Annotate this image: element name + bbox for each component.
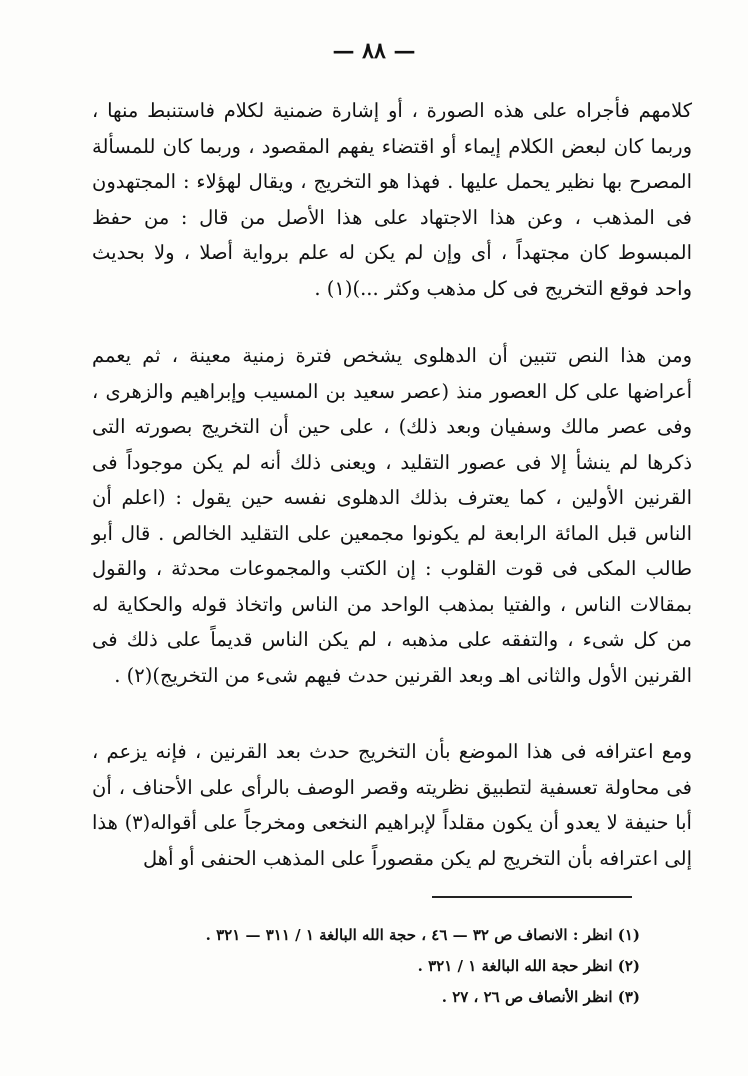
footnote-3: (٣) انظر الأنصاف ص ٢٦ ، ٢٧ . — [441, 988, 640, 1006]
footnotes — [100, 920, 640, 1013]
page-number: — ٨٨ — — [332, 38, 416, 64]
footnote-1: (١) انظر : الانصاف ص ٣٢ — ٤٦ ، حجة الله البالغة ١ / ٣١١ — ٣٢١ . — [205, 926, 640, 944]
paragraph-3: ومع اعترافه فى هذا الموضع بأن التخريج حدث بعد القرنين ، فإنه يزعم ، فى محاولة تعسفية لتطبيق نظريته وقصر الوصف بالرأى على الأحناف ، أن أبا حنيفة لا يعدو أن يكون مقلداً لإبراهيم النخعى ومخرجاً على أقواله(٣) هذا إلى اعترافه بأن التخريج لم يكن مقصوراً على المذهب الحنفى أو أهل — [92, 740, 692, 870]
footnote-divider — [432, 896, 632, 898]
paragraph-2: ومن هذا النص تتبين أن الدهلوى يشخص فترة زمنية معينة ، ثم يعمم أعراضها على كل العصور منذ (عصر سعيد بن المسيب وإبراهيم والزهرى ، وفى عصر مالك وسفيان وبعد ذلك) ، على حين أن التخريج بصورته التى ذكرها لم ينشأ إلا فى عصور التقليد ، ويعنى ذلك أنه لم يكن موجوداً فى القرنين الأولين ، كما يعترف بذلك الدهلوى نفسه حين يقول : (اعلم أن الناس قبل المائة الرابعة لم يكونوا مجمعين على التقليد الخالص . قال أبو طالب المكى فى قوت القلوب : إن الكتب والمجموعات محدثة ، والقول بمقالات الناس ، والفتيا بمذهب الواحد من الناس واتخاذ قوله والحكاية له من كل شىء ، والتفقه على مذهبه ، لم يكن الناس قديماً على ذلك فى القرنين الأول والثانى اهـ وبعد القرنين حدث فيهم شىء من التخريج)(٢) . — [92, 344, 692, 687]
footnote-2: (٢) انظر حجة الله البالغة ١ / ٣٢١ . — [417, 957, 640, 975]
paragraph-1: كلامهم فأجراه على هذه الصورة ، أو إشارة ضمنية لكلام فاستنبط منها ، وربما كان لبعض الكلام إيماء أو اقتضاء يفهم المقصود ، وربما كان للمسألة المصرح بها نظير يحمل عليها . فهذا هو التخريج ، ويقال لهؤلاء : المجتهدون فى المذهب ، وعن هذا الاجتهاد على هذا الأصل من قال : من حفظ المبسوط كان مجتهداً ، أى وإن لم يكن له علم برواية أصلا ، ولا بحديث واحد فوقع التخريج فى كل مذهب وكثر ...)(١) . — [92, 99, 692, 300]
